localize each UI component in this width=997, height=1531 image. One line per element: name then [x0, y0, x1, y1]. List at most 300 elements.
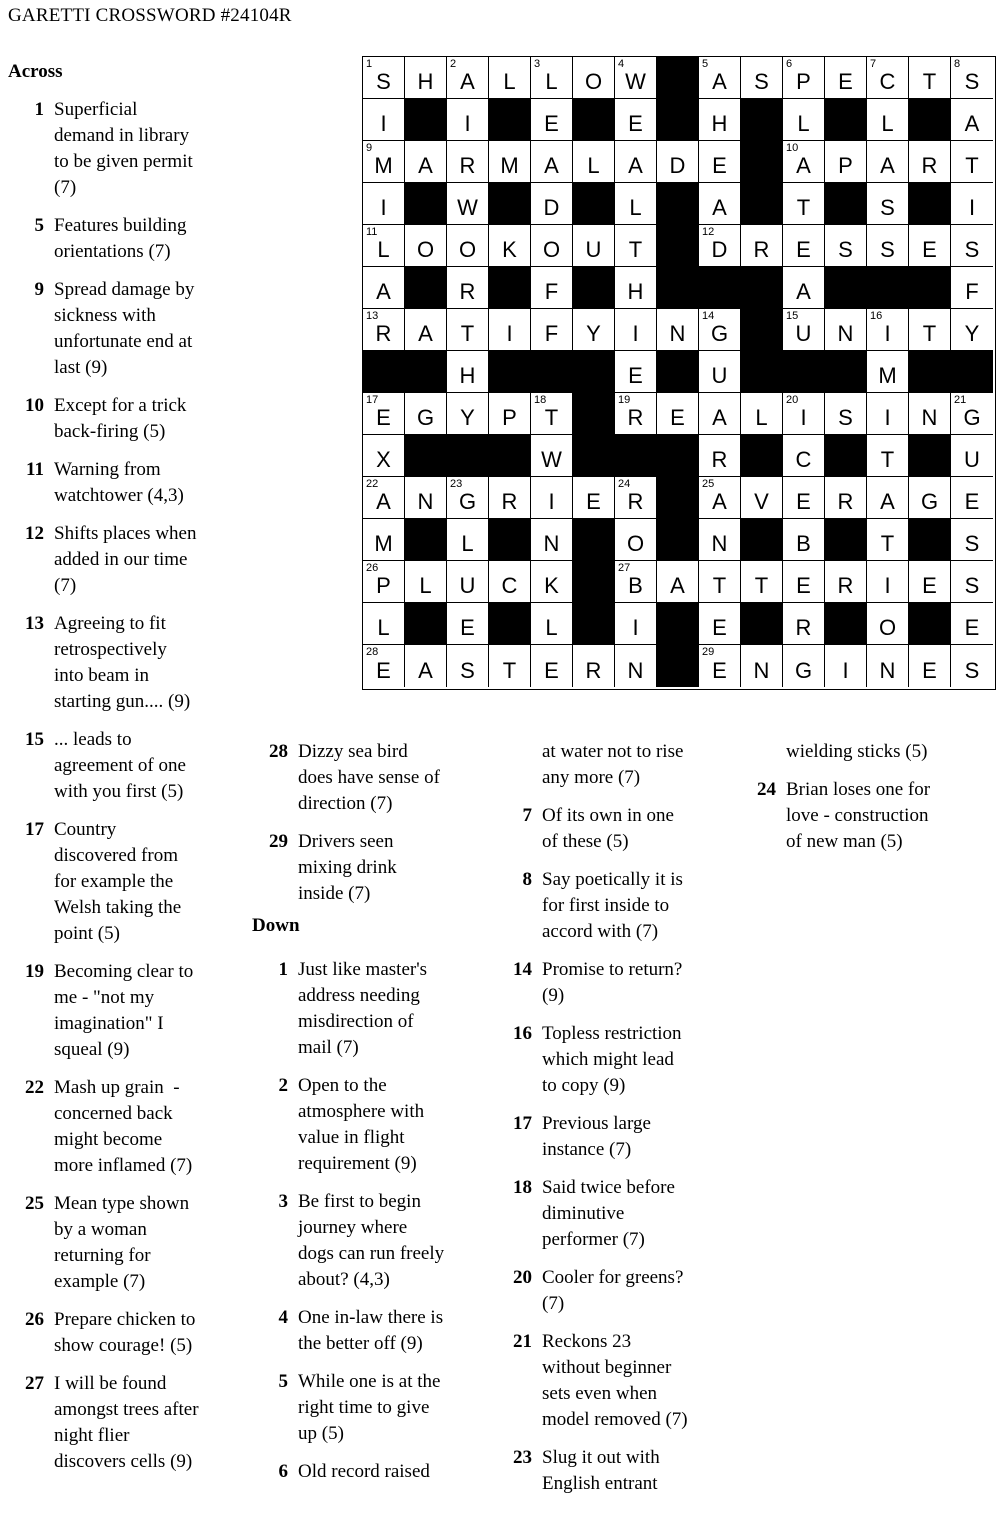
- grid-cell: [531, 183, 573, 225]
- clue-text-line: starting gun.... (9): [54, 691, 191, 712]
- cell-letter: N: [543, 531, 560, 556]
- clue-text-line: Mash up grain -: [54, 1077, 180, 1098]
- cell-letter: T: [712, 573, 727, 598]
- cell-number: 7: [870, 58, 877, 70]
- grid-black-square: [909, 519, 951, 561]
- clue-number: 28: [269, 741, 288, 762]
- clue-number: 23: [513, 1447, 532, 1468]
- grid-cell: [447, 225, 489, 267]
- cell-letter: H: [711, 111, 728, 136]
- cell-number: 15: [786, 310, 799, 322]
- clue-text-line: Drivers seen: [298, 831, 394, 852]
- grid-cell: [531, 603, 573, 645]
- grid-cell: [363, 99, 405, 141]
- grid-cell: [825, 645, 867, 687]
- grid-cell: [699, 351, 741, 393]
- clue-text-line: inside (7): [298, 883, 371, 904]
- grid-cell: [447, 603, 489, 645]
- grid-cell: [615, 99, 657, 141]
- grid-black-square: [489, 351, 531, 393]
- cell-number: 10: [786, 142, 799, 154]
- cell-letter: R: [711, 447, 728, 472]
- grid-black-square: [489, 519, 531, 561]
- cell-letter: T: [880, 447, 895, 472]
- clue-text-line: dogs can run freely: [298, 1243, 445, 1264]
- clue-text-line: (7): [54, 177, 77, 198]
- clue-number: 13: [25, 613, 44, 634]
- clue-number: 19: [25, 961, 44, 982]
- grid-cell: [657, 561, 699, 603]
- cell-letter: E: [670, 405, 685, 430]
- clue-text-line: last (9): [54, 357, 108, 378]
- grid-cell: [531, 225, 573, 267]
- grid-cell: [489, 645, 531, 687]
- cell-letter: E: [964, 615, 980, 640]
- grid-black-square: [573, 561, 615, 603]
- cell-number: 20: [786, 394, 799, 406]
- grid-cell: [825, 561, 867, 603]
- grid-cell: [825, 309, 867, 351]
- grid-cell: [615, 57, 657, 99]
- cell-letter: E: [712, 153, 727, 178]
- grid-cell: [783, 141, 825, 183]
- grid-cell: [405, 225, 447, 267]
- grid-black-square: [405, 519, 447, 561]
- grid-black-square: [405, 183, 447, 225]
- clue-text-line: Features building: [54, 215, 187, 236]
- grid-cell: [699, 435, 741, 477]
- cell-number: 25: [702, 478, 715, 490]
- grid-black-square: [573, 99, 615, 141]
- cell-letter: I: [842, 658, 849, 683]
- cell-letter: F: [965, 279, 979, 304]
- cell-letter: M: [374, 153, 393, 178]
- clue-text-line: wielding sticks (5): [786, 741, 928, 762]
- grid-cell: [363, 225, 405, 267]
- grid-cell: [867, 603, 909, 645]
- grid-black-square: [405, 99, 447, 141]
- clue-text-line: into beam in: [54, 665, 149, 686]
- cell-letter: H: [627, 279, 644, 304]
- grid-black-square: [741, 99, 783, 141]
- grid-cell: [951, 57, 993, 99]
- clue-text-line: without beginner: [542, 1357, 672, 1378]
- cell-letter: P: [502, 405, 517, 430]
- clue-text-line: right time to give: [298, 1397, 430, 1418]
- clue-number: 25: [25, 1193, 44, 1214]
- clue-text-line: ... leads to: [54, 729, 132, 750]
- grid-cell: [615, 183, 657, 225]
- grid-cell: [699, 561, 741, 603]
- clue-text-line: Prepare chicken to: [54, 1309, 196, 1330]
- grid-cell: [363, 141, 405, 183]
- cell-number: 29: [702, 646, 715, 658]
- clue-number: 20: [513, 1267, 532, 1288]
- grid-cell: [489, 225, 531, 267]
- cell-letter: E: [376, 658, 391, 683]
- cell-letter: A: [712, 489, 727, 514]
- grid-cell: [615, 645, 657, 687]
- cell-number: 28: [366, 646, 379, 658]
- grid-cell: [615, 603, 657, 645]
- clue-text-line: Topless restriction: [542, 1023, 682, 1044]
- clue-number: 10: [25, 395, 44, 416]
- grid-cell: [531, 141, 573, 183]
- grid-cell: [657, 141, 699, 183]
- grid-black-square: [489, 99, 531, 141]
- clue-text-line: discovered from: [54, 845, 178, 866]
- grid-cell: [699, 645, 741, 687]
- grid-cell: [783, 225, 825, 267]
- grid-black-square: [657, 267, 699, 309]
- grid-black-square: [573, 393, 615, 435]
- clue-text-line: more inflamed (7): [54, 1155, 193, 1176]
- cell-letter: E: [712, 658, 727, 683]
- cell-letter: E: [796, 489, 811, 514]
- clue-text-line: with you first (5): [54, 781, 184, 802]
- cell-number: 4: [618, 58, 625, 70]
- grid-cell: [447, 309, 489, 351]
- clue-text-line: agreement of one: [54, 755, 186, 776]
- grid-cell: [951, 393, 993, 435]
- cell-letter: Y: [964, 321, 980, 346]
- cell-letter: I: [380, 111, 387, 136]
- grid-cell: [531, 519, 573, 561]
- cell-number: 11: [366, 226, 378, 238]
- clue-number: 5: [278, 1371, 288, 1392]
- grid-cell: [867, 645, 909, 687]
- grid-cell: [699, 309, 741, 351]
- cell-letter: N: [627, 658, 644, 683]
- clue-text-line: show courage! (5): [54, 1335, 193, 1356]
- clue-text-line: does have sense of: [298, 767, 440, 788]
- cell-letter: P: [838, 153, 853, 178]
- grid-cell: [447, 393, 489, 435]
- grid-cell: [909, 393, 951, 435]
- cell-letter: I: [506, 321, 513, 346]
- clue-text-line: model removed (7): [542, 1409, 688, 1430]
- grid-black-square: [657, 645, 699, 687]
- cell-letter: W: [457, 195, 478, 220]
- cell-letter: P: [796, 69, 811, 94]
- grid-cell: [405, 645, 447, 687]
- grid-cell: [951, 99, 993, 141]
- clue-text-line: accord with (7): [542, 921, 659, 942]
- cell-letter: I: [380, 195, 387, 220]
- cell-letter: G: [920, 489, 939, 514]
- cell-letter: T: [965, 153, 979, 178]
- grid-cell: [615, 351, 657, 393]
- clue-number: 4: [278, 1307, 288, 1328]
- grid-black-square: [405, 351, 447, 393]
- cell-letter: I: [968, 195, 976, 220]
- cell-letter: I: [548, 489, 555, 514]
- clue-text-line: of new man (5): [786, 831, 903, 852]
- grid-cell: [615, 309, 657, 351]
- clue-number: 2: [278, 1075, 288, 1096]
- grid-cell: [867, 351, 909, 393]
- grid-cell: [741, 477, 783, 519]
- clue-number: 27: [25, 1373, 44, 1394]
- cell-letter: T: [922, 321, 937, 346]
- grid-cell: [951, 477, 993, 519]
- cell-letter: G: [416, 405, 435, 430]
- cell-letter: L: [419, 573, 432, 598]
- cell-letter: L: [545, 69, 558, 94]
- cell-letter: A: [712, 69, 727, 94]
- grid-cell: [615, 267, 657, 309]
- cell-number: 16: [870, 310, 883, 322]
- grid-black-square: [363, 351, 405, 393]
- clue-text-line: Shifts places when: [54, 523, 197, 544]
- clue-text-line: me - "not my: [54, 987, 155, 1008]
- cell-letter: L: [461, 531, 474, 556]
- cell-letter: E: [712, 615, 727, 640]
- grid-cell: [531, 561, 573, 603]
- cell-letter: M: [500, 153, 519, 178]
- clue-text-line: imagination" I: [54, 1013, 164, 1034]
- clue-text-line: Reckons 23: [542, 1331, 632, 1352]
- clue-text-line: squeal (9): [54, 1039, 130, 1060]
- clue-number: 1: [278, 959, 288, 980]
- cell-number: 26: [366, 562, 379, 574]
- cell-letter: S: [838, 405, 853, 430]
- cell-letter: O: [416, 237, 435, 262]
- clue-text-line: love - construction: [786, 805, 929, 826]
- grid-black-square: [909, 99, 951, 141]
- clue-text-line: demand in library: [54, 125, 190, 146]
- cell-letter: B: [628, 573, 643, 598]
- grid-cell: [447, 99, 489, 141]
- grid-black-square: [741, 309, 783, 351]
- grid-cell: [405, 141, 447, 183]
- grid-black-square: [573, 267, 615, 309]
- grid-black-square: [573, 519, 615, 561]
- grid-black-square: [783, 351, 825, 393]
- clue-text-line: orientations (7): [54, 241, 171, 262]
- clue-number: 24: [757, 779, 776, 800]
- grid-black-square: [657, 519, 699, 561]
- cell-letter: N: [921, 405, 938, 430]
- cell-letter: E: [460, 615, 475, 640]
- cell-letter: D: [711, 237, 728, 262]
- grid-black-square: [741, 435, 783, 477]
- grid-cell: [783, 99, 825, 141]
- clue-text-line: Brian loses one for: [786, 779, 931, 800]
- cell-letter: T: [544, 405, 559, 430]
- cell-letter: H: [417, 69, 434, 94]
- grid-cell: [447, 519, 489, 561]
- cell-letter: T: [796, 195, 811, 220]
- clue-text-line: (7): [542, 1293, 565, 1314]
- grid-cell: [615, 561, 657, 603]
- grid-black-square: [657, 183, 699, 225]
- grid-cell: [951, 561, 993, 603]
- cell-letter: A: [964, 111, 980, 136]
- clue-number: 5: [34, 215, 44, 236]
- clue-number: 22: [25, 1077, 44, 1098]
- grid-black-square: [825, 603, 867, 645]
- cell-letter: N: [753, 658, 770, 683]
- grid-black-square: [825, 99, 867, 141]
- cell-letter: T: [628, 237, 643, 262]
- cell-letter: N: [669, 321, 686, 346]
- cell-number: 17: [366, 394, 379, 406]
- clue-text-line: about? (4,3): [298, 1269, 390, 1290]
- grid-cell: [699, 477, 741, 519]
- grid-cell: [615, 393, 657, 435]
- grid-cell: [615, 141, 657, 183]
- clue-text-line: address needing: [298, 985, 420, 1006]
- clue-number: 15: [25, 729, 44, 750]
- cell-letter: S: [880, 237, 895, 262]
- clue-text-line: I will be found: [54, 1373, 167, 1394]
- cell-letter: O: [626, 531, 645, 556]
- cell-number: 23: [450, 478, 463, 490]
- cell-letter: S: [964, 69, 980, 94]
- grid-cell: [447, 645, 489, 687]
- clue-text-line: up (5): [298, 1423, 344, 1444]
- cell-letter: A: [712, 405, 727, 430]
- grid-cell: [951, 141, 993, 183]
- cell-letter: A: [880, 153, 895, 178]
- cell-letter: L: [797, 111, 810, 136]
- clue-text-line: Slug it out with: [542, 1447, 660, 1468]
- grid-cell: [531, 57, 573, 99]
- grid-cell: [741, 57, 783, 99]
- puzzle-title: GARETTI CROSSWORD #24104R: [8, 5, 292, 26]
- cell-letter: T: [922, 69, 937, 94]
- grid-black-square: [657, 99, 699, 141]
- cell-number: 21: [954, 394, 967, 406]
- clue-number: 12: [25, 523, 44, 544]
- grid-cell: [489, 141, 531, 183]
- cell-letter: L: [881, 111, 894, 136]
- grid-cell: [867, 57, 909, 99]
- cell-letter: E: [964, 489, 980, 514]
- clue-number: 6: [278, 1461, 288, 1482]
- grid-cell: [699, 99, 741, 141]
- grid-black-square: [573, 435, 615, 477]
- grid-cell: [447, 267, 489, 309]
- cell-letter: E: [628, 111, 643, 136]
- clue-text-line: any more (7): [542, 767, 641, 788]
- grid-cell: [531, 267, 573, 309]
- clue-number: 14: [513, 959, 532, 980]
- cell-letter: A: [460, 69, 475, 94]
- cell-letter: U: [964, 447, 980, 472]
- cell-letter: S: [880, 195, 895, 220]
- cell-letter: I: [632, 321, 639, 346]
- grid-cell: [699, 141, 741, 183]
- grid-cell: [951, 645, 993, 687]
- clue-text-line: One in-law there is: [298, 1307, 444, 1328]
- grid-cell: [783, 393, 825, 435]
- grid-black-square: [657, 57, 699, 99]
- cell-letter: G: [794, 658, 813, 683]
- grid-cell: [531, 309, 573, 351]
- cell-letter: A: [796, 279, 811, 304]
- cell-letter: L: [377, 237, 390, 262]
- cell-letter: S: [376, 69, 391, 94]
- grid-black-square: [657, 603, 699, 645]
- clue-text-line: Except for a trick: [54, 395, 187, 416]
- grid-black-square: [909, 351, 951, 393]
- grid-black-square: [699, 267, 741, 309]
- cell-letter: K: [544, 573, 559, 598]
- clue-text-line: for example the: [54, 871, 174, 892]
- grid-black-square: [405, 267, 447, 309]
- clue-text-line: by a woman: [54, 1219, 147, 1240]
- cell-letter: C: [501, 573, 518, 598]
- grid-cell: [699, 393, 741, 435]
- cell-letter: W: [541, 447, 562, 472]
- cell-letter: E: [796, 573, 811, 598]
- grid-cell: [573, 477, 615, 519]
- cell-letter: G: [458, 489, 477, 514]
- grid-cell: [573, 225, 615, 267]
- grid-cell: [741, 645, 783, 687]
- grid-cell: [783, 57, 825, 99]
- cell-letter: R: [627, 405, 644, 430]
- cell-letter: E: [544, 111, 559, 136]
- grid-black-square: [825, 519, 867, 561]
- cell-letter: A: [418, 321, 433, 346]
- cell-letter: R: [627, 489, 644, 514]
- grid-cell: [363, 603, 405, 645]
- cell-letter: C: [795, 447, 812, 472]
- grid-black-square: [489, 435, 531, 477]
- cell-letter: T: [880, 531, 895, 556]
- grid-cell: [699, 519, 741, 561]
- cell-letter: A: [670, 573, 685, 598]
- grid-black-square: [909, 435, 951, 477]
- cell-letter: I: [884, 405, 891, 430]
- grid-cell: [783, 477, 825, 519]
- cell-letter: A: [376, 279, 391, 304]
- grid-black-square: [573, 183, 615, 225]
- grid-cell: [909, 57, 951, 99]
- grid-cell: [531, 99, 573, 141]
- grid-cell: [405, 477, 447, 519]
- cell-letter: D: [543, 195, 560, 220]
- cell-letter: O: [584, 69, 603, 94]
- cell-number: 13: [366, 310, 379, 322]
- clue-text-line: Old record raised: [298, 1461, 430, 1482]
- grid-cell: [447, 183, 489, 225]
- clue-text-line: Dizzy sea bird: [298, 741, 408, 762]
- grid-black-square: [657, 225, 699, 267]
- clue-number: 3: [278, 1191, 288, 1212]
- grid-cell: [405, 309, 447, 351]
- grid-cell: [867, 393, 909, 435]
- cell-letter: I: [464, 111, 471, 136]
- cell-letter: A: [796, 153, 811, 178]
- grid-cell: [447, 141, 489, 183]
- cell-letter: V: [754, 489, 769, 514]
- cell-letter: N: [711, 531, 728, 556]
- grid-cell: [741, 393, 783, 435]
- clue-text-line: (7): [54, 575, 77, 596]
- grid-cell: [447, 57, 489, 99]
- cell-letter: Y: [460, 405, 475, 430]
- cell-number: 5: [702, 58, 709, 70]
- grid-black-square: [825, 267, 867, 309]
- clue-text-line: direction (7): [298, 793, 393, 814]
- cell-letter: A: [418, 658, 433, 683]
- grid-cell: [573, 309, 615, 351]
- grid-cell: [363, 267, 405, 309]
